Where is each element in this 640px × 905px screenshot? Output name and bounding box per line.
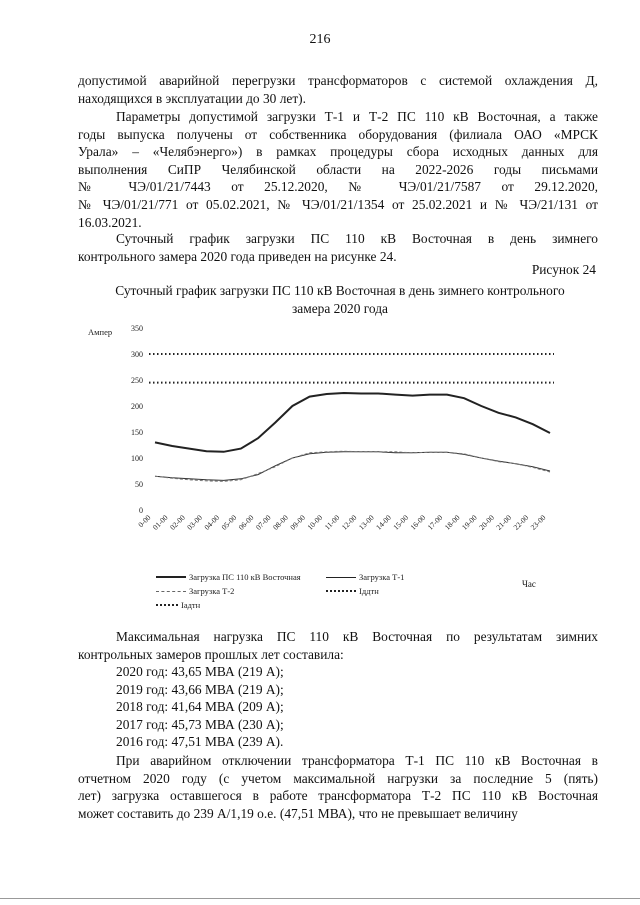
x-tick-label: 02-00 — [168, 513, 187, 532]
x-tick-label: 07-00 — [253, 513, 273, 532]
figure-title-line: Суточный график загрузки ПС 110 кВ Восточная в день зимнего контрольного — [115, 283, 565, 298]
x-tick-label: 16-00 — [408, 513, 428, 532]
legend-item-iadtn — [156, 600, 200, 610]
paragraph-5 — [78, 752, 598, 822]
series-line-1 — [155, 452, 550, 481]
x-tick-label: 17-00 — [425, 513, 445, 532]
y-tick-label: 200 — [131, 402, 143, 411]
paragraph-4 — [78, 628, 598, 663]
x-tick-label: 19-00 — [459, 513, 479, 532]
text-line: находящихся в эксплуатации до 30 лет). — [78, 90, 306, 106]
x-tick-label: 12-00 — [339, 513, 359, 532]
legend-label: Iддтн — [359, 586, 379, 596]
text-line: контрольных замеров прошлых лет составила: — [78, 646, 344, 662]
text-line: лет) загрузка оставшегося в работе трансформатора Т-2 ПС 110 кВ Восточная — [78, 788, 598, 804]
legend-label: Загрузка ПС 110 кВ Восточная — [189, 572, 301, 582]
text-line: Максимальная нагрузка ПС 110 кВ Восточная по результатам зимних — [116, 629, 598, 644]
loads-list — [78, 663, 598, 751]
y-tick-label: 350 — [131, 324, 143, 333]
x-tick-label: 11-00 — [322, 513, 342, 532]
x-tick-label: 06-00 — [236, 513, 256, 532]
x-tick-label: 0-00 — [136, 513, 153, 530]
text-line: 16.03.2021. — [78, 214, 142, 230]
x-tick-label: 08-00 — [271, 513, 290, 532]
x-tick-label: 14-00 — [374, 513, 393, 532]
x-axis-unit: Час — [522, 579, 536, 589]
text-line: допустимой аварийной перегрузки трансформаторов с системой охлаждения Д, — [78, 73, 598, 88]
para3-text — [78, 230, 598, 265]
y-tick-label: 300 — [131, 350, 143, 359]
text-line: контрольного замера 2020 года приведен на рисунке 24. — [78, 248, 397, 264]
load-chart — [80, 318, 570, 568]
x-tick-label: 03-00 — [185, 513, 204, 532]
legend-swatch — [156, 591, 186, 592]
chart-legend — [156, 572, 616, 614]
legend-label: Iадтн — [181, 600, 201, 610]
paragraph-3 — [78, 230, 598, 265]
x-tick-label: 05-00 — [219, 513, 239, 532]
para1-text — [78, 72, 598, 107]
text-line: № ЧЭ/01/21/7443 от 25.12.2020, № ЧЭ/01/21/7587 от 29.12.2020, — [78, 179, 598, 195]
text-line: годы выпуска получены от собственника оборудования (филиала ОАО «МРСК — [78, 126, 598, 142]
x-tick-label: 15-00 — [391, 513, 411, 532]
para5-text — [78, 752, 598, 822]
text-line: может составить до 239 А/1,19 о.е. (47,51 МВА), что не превышает величину — [78, 805, 518, 821]
legend-item-iddtn — [326, 586, 379, 596]
text-line: Параметры допустимой загрузки Т-1 и Т-2 ПС 110 кВ Восточная, а также — [116, 109, 598, 124]
y-tick-label: 250 — [131, 376, 143, 385]
y-tick-label: 150 — [131, 428, 143, 437]
x-tick-label: 04-00 — [202, 513, 222, 532]
page-number: 216 — [309, 32, 331, 47]
legend-label: Загрузка Т-1 — [359, 572, 405, 582]
x-tick-label: 13-00 — [356, 513, 376, 532]
list-item: 2020 год: 43,65 МВА (219 А); — [116, 664, 284, 679]
text-line: Урала» – «Челябэнерго») в рамках процедуры сбора исходных данных для — [78, 144, 598, 160]
legend-swatch — [326, 590, 356, 592]
text-line: выполнения СиПР Челябинской области на 2022-2026 годы письмами — [78, 161, 598, 177]
figure-label: Рисунок 24 — [531, 262, 596, 277]
x-tick-label: 21-00 — [494, 513, 514, 532]
text-line: При аварийном отключении трансформатора Т-1 ПС 110 кВ Восточная в — [116, 753, 598, 768]
text-line: Суточный график загрузки ПС 110 кВ Восточная в день зимнего — [116, 231, 598, 246]
legend-item-t2 — [156, 586, 234, 596]
legend-swatch — [156, 604, 178, 606]
legend-swatch — [326, 577, 356, 578]
x-tick-label: 20-00 — [477, 513, 496, 532]
x-tick-label: 22-00 — [511, 513, 531, 532]
list-item: 2016 год: 47,51 МВА (239 А). — [116, 734, 284, 750]
para4-text — [78, 628, 598, 663]
text-line: отчетном 2020 году (с учетом максимальной нагрузки за последние 5 (пять) — [78, 770, 598, 786]
figure-title — [70, 282, 610, 317]
x-tick-label: 09-00 — [288, 513, 307, 532]
y-tick-label: 0 — [139, 506, 143, 515]
list-item: 2017 год: 45,73 МВА (230 А); — [116, 716, 284, 732]
legend-item-t1 — [326, 572, 404, 582]
x-tick-label: 18-00 — [442, 513, 462, 532]
series-line-0 — [155, 393, 550, 452]
paragraph-2 — [78, 108, 598, 231]
paragraph-1 — [78, 72, 598, 107]
series-line-2 — [155, 451, 550, 481]
list-item: 2019 год: 43,66 МВА (219 А); — [116, 681, 284, 697]
x-tick-label: 01-00 — [150, 513, 170, 532]
bottom-rule — [0, 898, 640, 899]
list-item: 2018 год: 41,64 МВА (209 А); — [116, 699, 284, 715]
text-line: № ЧЭ/01/21/771 от 05.02.2021, № ЧЭ/01/21/1354 от 25.02.2021 и № ЧЭ/21/131 от — [78, 196, 598, 212]
legend-label: Загрузка Т-2 — [189, 586, 235, 596]
x-tick-label: 10-00 — [305, 513, 325, 532]
x-tick-label: 23-00 — [528, 513, 548, 532]
figure-title-line: замера 2020 года — [292, 300, 388, 316]
legend-swatch — [156, 576, 186, 578]
legend-item-total — [156, 572, 301, 582]
y-tick-label: 100 — [131, 454, 143, 463]
y-tick-label: 50 — [135, 480, 143, 489]
y-axis-label: Ампер — [88, 327, 113, 337]
para2-text — [78, 108, 598, 231]
